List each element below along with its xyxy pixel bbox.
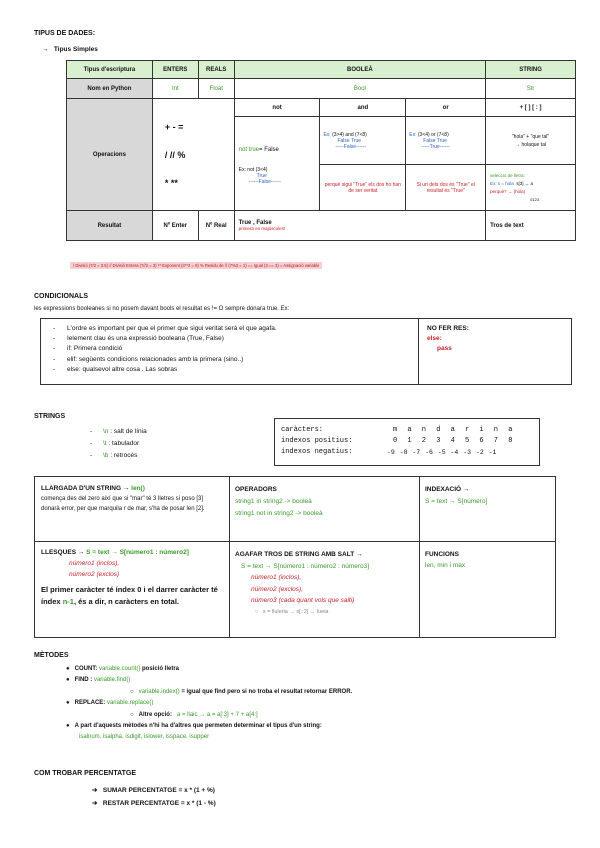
indexacio-text: S = text → S[número] <box>425 498 488 505</box>
row-resultat: Resultat <box>67 211 153 241</box>
or-note: Si un dels dos és "True" el resultat és "True" <box>406 165 486 211</box>
not-example: Ex: not (3<4) <box>238 166 268 173</box>
nom-string: Str <box>486 79 576 99</box>
cond-item-text: elif: següents condicions relacionades amb la primera (sino..) <box>67 355 244 363</box>
perc-list <box>92 784 216 810</box>
cond-item: - else: qualsevol altre cosa . Las sobras <box>53 365 178 373</box>
llesques-cell <box>41 547 227 608</box>
cond-heading: CONDICIONALS <box>34 293 89 300</box>
no-fer-label: NO FER RES: <box>427 325 469 332</box>
escape-desc: : tabulador <box>108 440 140 447</box>
res-bool <box>234 211 485 241</box>
cond-item-text: if: Primera condició <box>67 345 123 353</box>
llargada-cell <box>41 484 223 514</box>
and-ex-label: Ex: <box>323 131 331 138</box>
others-list: isalnum, isalpha, isdigit, islower, isspace, isupper <box>79 734 210 741</box>
salt-n2: número2 (exclos), <box>251 585 304 593</box>
page-title: TIPUS DE DADES: <box>34 30 96 37</box>
and-note: perquè sigui "True" els dos ho han de ser veritat <box>320 165 406 211</box>
llesques-text <box>41 584 227 608</box>
arrow-icon: ➔ <box>92 787 98 794</box>
str-sel-ex: Ex: s = hola <box>490 180 514 186</box>
col-tipus: Tipus d'escriptura <box>67 61 153 79</box>
llargada-text: comença des del zero així que si "mar" té 3 lletres si poso [3] donarà error, per que marquila r de mar, s'ha de posar len [2]. <box>41 496 205 512</box>
salt-n1: número1 (inclos), <box>251 574 302 581</box>
escape-code: \t <box>103 440 107 447</box>
funcions-text: len, min i max <box>425 562 466 569</box>
row-oper: Operacions <box>67 99 153 211</box>
col-boolea: BOOLEÀ <box>234 61 485 79</box>
llesques-n1: número1 (inclos), <box>69 560 120 567</box>
arith-ops <box>152 99 234 211</box>
escape-code: \n <box>103 428 109 435</box>
and-ex-expr: (3>4) and (7<8) <box>332 131 367 138</box>
string-concat <box>486 117 576 165</box>
arrow-icon: ➔ <box>92 800 98 807</box>
or-header: or <box>406 99 486 117</box>
llesques-text-b: , és a dir, n caràcters en total. <box>73 597 179 606</box>
not-example-3: ------False------ <box>248 178 281 185</box>
not-true: not true <box>238 146 260 153</box>
metodes-heading: MÈTODES <box>34 652 69 659</box>
cond-intro: les expressions booleanes si no posem davant bools el resultat es != O sempre donara true. Ex: <box>34 306 290 312</box>
cond-item: - L'ordre es important per que el primer que sigui veritat serà el que agafa. <box>53 325 277 332</box>
llesques-title: LLESQUES → <box>41 549 85 556</box>
col-reals: REALS <box>198 61 234 79</box>
and-example <box>320 117 406 165</box>
cond-box <box>40 318 572 385</box>
neg-values: -9 -8 -7 -6 -5 -4 -3 -2 -1 <box>387 449 497 456</box>
col-string: STRING <box>486 61 576 79</box>
others-desc: A part d'aquests mètodes n'hi ha d'altres que permeten determinar el tipus d'un string: <box>74 723 322 730</box>
perc-rest-text: RESTAR PERCENTATGE = x * (1 - %) <box>102 800 216 807</box>
escape-desc: : salt de línia <box>110 428 147 435</box>
index-code: variable.index() <box>138 688 180 695</box>
count-code: variable.count() <box>98 666 141 672</box>
cond-list <box>41 319 419 384</box>
or-ex-values: False True <box>423 137 447 144</box>
operadors-title: OPERADORS <box>235 486 277 493</box>
salt-cell <box>235 549 369 618</box>
llesques-formula: S = text → S[número1 : número2] <box>86 549 189 556</box>
llesques-n2: número2 (exclos) <box>69 571 120 578</box>
llesques-text-a: El primer caràcter té índex 0 i el darrer caràcter té índex <box>41 585 218 606</box>
chars-values: m a n d a r i n a <box>393 426 514 434</box>
ops-row-3: * ** <box>164 177 178 188</box>
string-grid <box>34 476 556 638</box>
cond-item-text: else: qualsevol altre cosa . Las sobras <box>67 365 178 373</box>
operators-legend: / Divisió (7/2 = 3.5) // Divisió Entera (7//2 = 3) ** Exponent (3**2 = 9) % Residu de // (7%3 = 1) == Igual (3 == 3) = Assignació variable <box>70 262 322 269</box>
method-others: ● A part d'aquests mètodes n'hi ha d'altres que permeten determinar el tipus d'un string: <box>66 723 322 730</box>
escape-desc: : retrocés <box>110 452 138 459</box>
or-ex-result: -----True------ <box>421 143 450 150</box>
not-example-2: True <box>256 172 267 179</box>
or-ex-label: Ex: <box>409 131 417 138</box>
cond-item-text: L'ordre es important per que el primer que sigui veritat serà el que agafa. <box>67 325 277 332</box>
and-header: and <box>320 99 406 117</box>
escape-list <box>90 426 147 462</box>
subtitle-text: Tipus Simples <box>53 46 98 53</box>
operadors-cell <box>235 484 323 520</box>
ops-row-1: + ‑ = <box>164 121 184 132</box>
res-bool-values: True , False <box>238 220 272 226</box>
neg-row <box>281 447 539 458</box>
ops-row-2: / // % <box>164 149 186 160</box>
string-ops-header: + [ ] [ : ] <box>486 99 576 117</box>
operador-not-in: string1 not in string2 -> booleà <box>235 510 323 517</box>
nom-enters: Int <box>152 79 198 99</box>
chars-row <box>281 425 539 436</box>
indexacio-title: INDEXACIÓ → <box>425 486 470 493</box>
res-enters: Nº Enter <box>152 211 198 241</box>
funcions-title: FUNCIONS <box>425 551 459 558</box>
find-label: FIND : <box>74 677 93 684</box>
str-sel-index: 0123 <box>530 196 539 202</box>
row-nom: Nom en Python <box>67 79 153 99</box>
replace-alt-label: Altre opció: <box>138 711 172 718</box>
pass-label: pass <box>437 345 452 352</box>
neg-label: índexos negatius: <box>281 448 353 456</box>
no-fer-res <box>427 325 469 352</box>
method-replace-alt: ○ Altre opció: a = llaic → a = a[:3] + 'i' + a[4:] <box>130 711 258 718</box>
perc-sum-text: SUMAR PERCENTATGE = x * (1 + %) <box>102 787 215 794</box>
pos-row <box>281 436 539 447</box>
and-ex-values: False True <box>337 137 362 144</box>
res-reals: Nº Real <box>198 211 234 241</box>
count-label: COUNT: <box>74 666 98 672</box>
replace-code: variable.replace() <box>106 700 154 707</box>
pos-values: 0 1 2 3 4 5 6 7 8 <box>393 437 514 445</box>
subtitle <box>42 46 98 53</box>
col-enters: ENTERS <box>152 61 198 79</box>
str-concat-result: → holaque tal <box>515 141 546 148</box>
cond-item-text: Ielement clau és una expressió booleana (True, False) <box>67 335 224 343</box>
salt-n3: número3 (cada quant vols que salti) <box>251 597 355 604</box>
method-find: ● FIND : variable.find() <box>66 677 131 684</box>
cond-item: - if: Primera condició <box>53 345 123 353</box>
cond-item: - Ielement clau és una expressió booleana (True, False) <box>53 335 224 343</box>
find-code: variable.find() <box>93 677 131 684</box>
index-desc: = igual que find pero si no troba el resultat retornar ERROR. <box>181 688 353 695</box>
escape-item: - \t : tabulador <box>90 440 140 447</box>
not-false: = False <box>259 146 279 153</box>
operador-in: string1 in string2 -> booleà <box>235 498 312 505</box>
funcions-cell <box>425 549 465 571</box>
method-index: ○ variable.index() = igual que find pero si no troba el resultat retornar ERROR. <box>130 688 353 695</box>
else-label: else: <box>427 335 442 342</box>
str-sel-label: seleccio de lletra: <box>490 172 525 178</box>
nom-reals: Float <box>198 79 234 99</box>
chars-label: caràcters: <box>281 426 324 434</box>
escape-item: - \b : retrocés <box>90 452 138 459</box>
str-sel-result: s[3] → a <box>516 180 533 186</box>
pos-label: índexos positius: <box>281 437 353 445</box>
string-index <box>486 165 576 211</box>
str-concat-expr: "hola" + "que tal" <box>511 133 550 140</box>
arrow-icon: → <box>42 46 49 53</box>
str-sel-why: perquè? → (hola) <box>490 188 526 194</box>
and-ex-result: -----False------ <box>335 143 367 150</box>
llargada-title: LLARGADA D'UN STRING → <box>41 485 130 492</box>
replace-alt-code: a = llaic → a = a[:3] + 'i' + a[4:] <box>176 711 258 718</box>
res-string: Tros de text <box>486 211 576 241</box>
strings-heading: STRINGS <box>34 413 66 420</box>
not-header: not <box>234 99 320 117</box>
count-desc: posició lletra <box>142 666 180 672</box>
replace-label: REPLACE: <box>74 700 106 707</box>
cond-item: - elif: següents condicions relacionades amb la primera (sino..) <box>53 355 244 363</box>
salt-title: AGAFAR TROS DE STRING AMB SALT → <box>235 551 363 558</box>
res-bool-note: primera en majúscules! <box>238 226 286 231</box>
metodes-list <box>66 664 352 744</box>
salt-formula: S = text → S[número1 : número2 : número3] <box>241 562 370 570</box>
method-count: ● COUNT: variable.count() posició lletra <box>66 666 180 672</box>
perc-rest <box>92 797 216 810</box>
or-ex-expr: (3<4) or (7<8) <box>417 131 449 138</box>
nom-boolea: Bool <box>234 79 485 99</box>
index-box <box>274 418 540 466</box>
len-func: len() <box>131 485 145 492</box>
salt-example: ○ s = lluleria → s[::2] → lueia <box>255 608 329 615</box>
not-cell <box>234 117 320 211</box>
method-replace: ● REPLACE: variable.replace() <box>66 700 154 707</box>
escape-item: - \n : salt de línia <box>90 428 147 435</box>
llesques-n-1: n-1 <box>62 597 74 606</box>
or-example <box>406 117 486 165</box>
data-types-table <box>66 60 576 241</box>
perc-sum <box>92 784 216 797</box>
perc-heading: COM TROBAR PERCENTATGE <box>34 770 137 777</box>
indexacio-cell <box>425 484 487 508</box>
salt-example-text: s = lluleria → s[::2] → lueia <box>262 608 329 615</box>
escape-code: \b <box>103 452 109 459</box>
